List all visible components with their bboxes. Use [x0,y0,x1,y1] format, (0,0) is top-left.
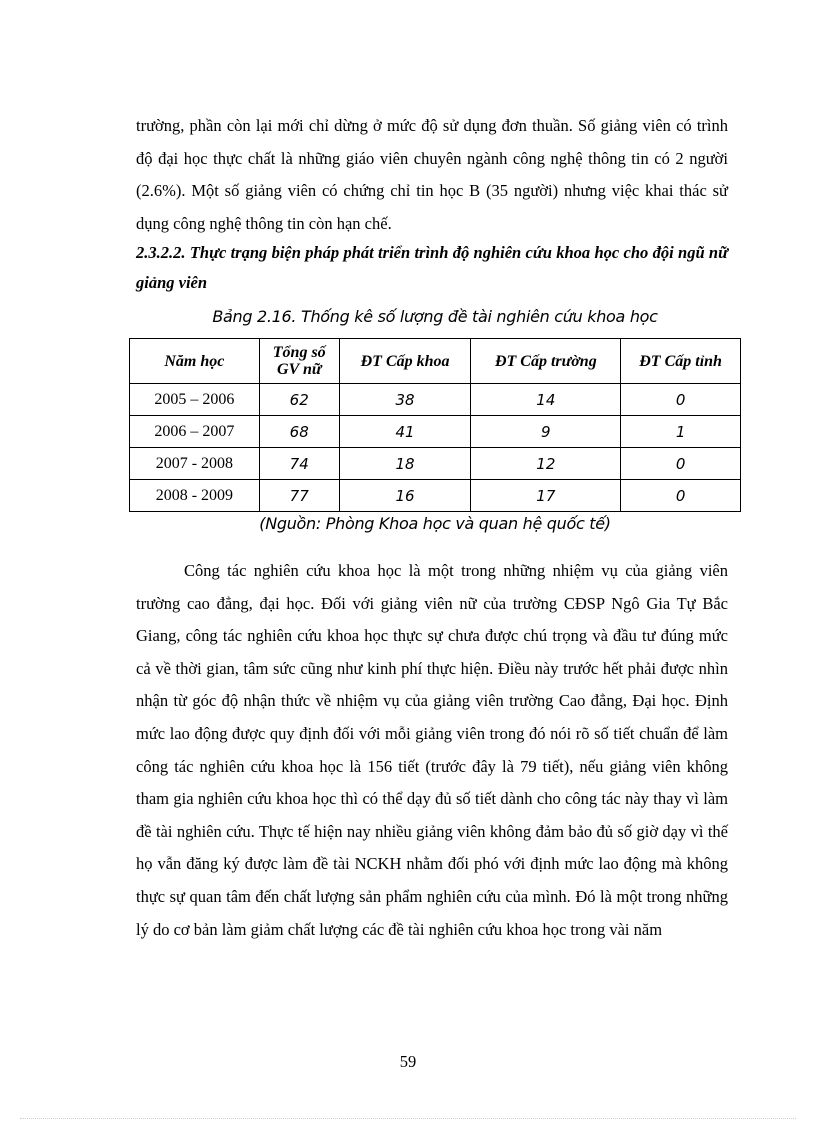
cell-year: 2007 - 2008 [130,448,260,480]
research-stats-table [129,338,741,512]
cell-faculty: 18 [339,448,471,480]
cell-faculty: 41 [339,416,471,448]
cell-school: 17 [471,480,621,512]
table-row [130,384,741,416]
section-heading: 2.3.2.2. Thực trạng biện pháp phát triển trình độ nghiên cứu khoa học cho đội ngũ nữ giảng viên [136,243,728,292]
header-tong-so-gv-nu: Tổng số GV nữ [259,339,339,384]
page-number: 59 [399,1052,417,1071]
paragraph-top: trường, phần còn lại mới chỉ dừng ở mức độ sử dụng đơn thuần. Số giảng viên có trình độ đại học thực chất là những giáo viên chuyên ngành công nghệ thông tin có 2 người (2.6%). Một số giảng viên có chứng chỉ tin học B (35 người) nhưng việc khai thác sử dụng công nghệ thông tin còn hạn chế. [136,116,728,233]
table-caption: Bảng 2.16. Thống kê số lượng đề tài nghiên cứu khoa học [212,307,658,326]
cell-total: 68 [259,416,339,448]
cell-province: 0 [621,384,741,416]
cell-year: 2006 – 2007 [130,416,260,448]
cell-school: 14 [471,384,621,416]
header-dt-cap-tinh: ĐT Cấp tỉnh [621,339,741,384]
table-row [130,416,741,448]
header-dt-cap-truong: ĐT Cấp trường [471,339,621,384]
table-row [130,448,741,480]
cell-school: 12 [471,448,621,480]
table-source-note: (Nguồn: Phòng Khoa học và quan hệ quốc tế) [259,514,611,533]
header-nam-hoc: Năm học [130,339,260,384]
page-bottom-divider [20,1118,796,1119]
header-dt-cap-khoa: ĐT Cấp khoa [339,339,471,384]
cell-faculty: 16 [339,480,471,512]
table-header-row [130,339,741,384]
cell-province: 0 [621,480,741,512]
cell-school: 9 [471,416,621,448]
table-row [130,480,741,512]
cell-year: 2008 - 2009 [130,480,260,512]
cell-year: 2005 – 2006 [130,384,260,416]
cell-province: 1 [621,416,741,448]
cell-total: 62 [259,384,339,416]
paragraph-main: Công tác nghiên cứu khoa học là một trong những nhiệm vụ của giảng viên trường cao đẳng, đại học. Đối với giảng viên nữ của trường CĐSP Ngô Gia Tự Bắc Giang, công tác nghiên cứu khoa học thực sự chưa được chú trọng và đầu tư đúng mức cả về thời gian, tâm sức cũng như kinh phí thực hiện. Điều này trước hết phải được nhìn nhận từ góc độ nhận thức về nhiệm vụ của giảng viên trường Cao đẳng, Đại học. Định mức lao động được quy định đối với mỗi giảng viên trong đó nói rõ số tiết chuẩn để làm công tác nghiên cứu khoa học là 156 tiết (trước đây là 79 tiết), nếu giảng viên không tham gia nghiên cứu khoa học thì có thể dạy đủ số tiết dành cho công tác này thay vì làm đề tài nghiên cứu. Thực tế hiện nay nhiều giảng viên không đảm bảo đủ số giờ dạy vì thế họ vẫn đăng ký được làm đề tài NCKH nhằm đối phó với định mức lao động mà không thực sự quan tâm đến chất lượng sản phẩm nghiên cứu của mình. Đó là một trong những lý do cơ bản làm giảm chất lượng các đề tài nghiên cứu khoa học trong vài năm [136,561,728,939]
cell-total: 74 [259,448,339,480]
cell-province: 0 [621,448,741,480]
cell-faculty: 38 [339,384,471,416]
cell-total: 77 [259,480,339,512]
